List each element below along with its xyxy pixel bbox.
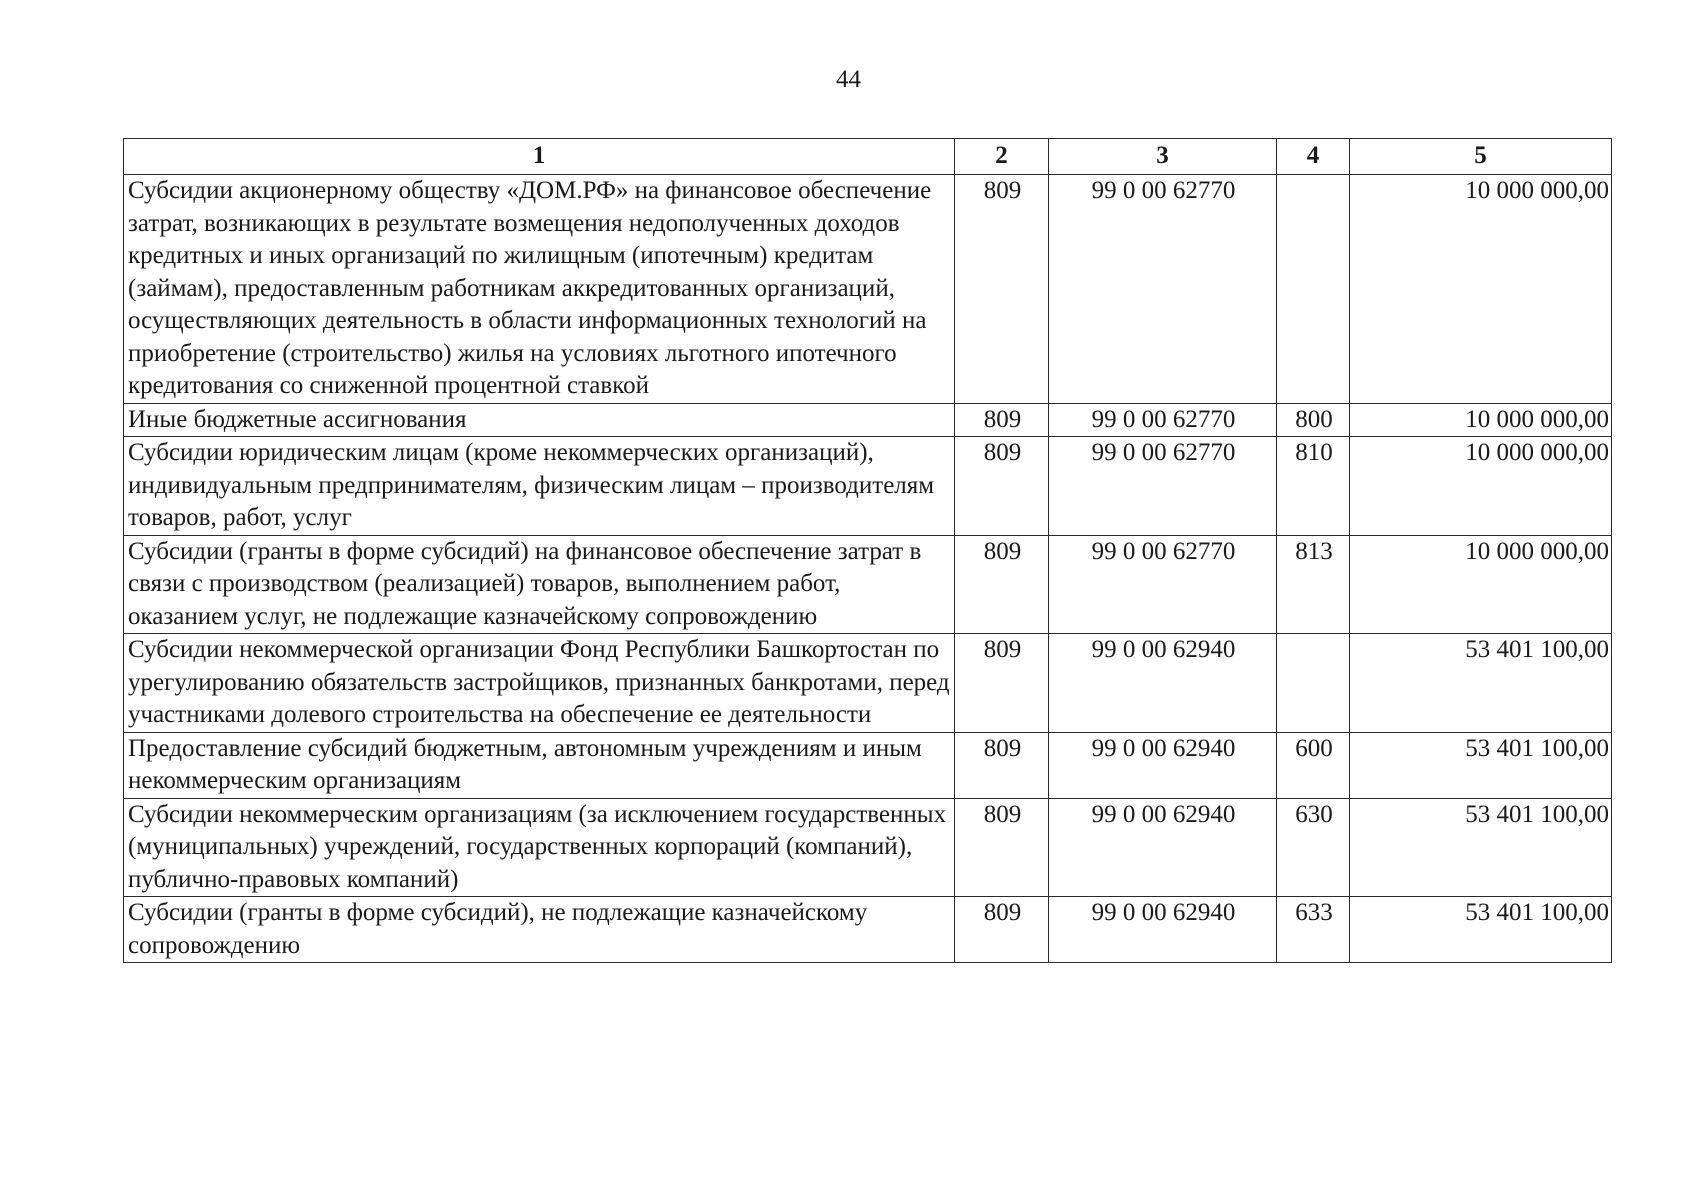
row-csr-cell: 99 0 00 62770 [1049,403,1277,437]
table-header-row [124,139,1612,175]
row-name-cell: Предоставление субсидий бюджетным, автономным учреждениям и иным некоммерческим организациям [124,732,955,798]
row-vr-cell: 630 [1277,798,1350,897]
row-ved-cell: 809 [955,437,1049,536]
column-header-2: 2 [955,139,1049,175]
row-amount-cell: 10 000 000,00 [1350,437,1612,536]
row-amount-cell: 10 000 000,00 [1350,175,1612,404]
row-csr-cell: 99 0 00 62940 [1049,732,1277,798]
table-row [124,798,1612,897]
row-amount-cell: 53 401 100,00 [1350,897,1612,963]
table-row [124,634,1612,733]
row-ved-cell: 809 [955,634,1049,733]
row-vr-cell [1277,175,1350,404]
row-ved-cell: 809 [955,732,1049,798]
row-vr-cell: 800 [1277,403,1350,437]
row-csr-cell: 99 0 00 62770 [1049,535,1277,634]
table-row [124,732,1612,798]
row-name-cell: Иные бюджетные ассигнования [124,403,955,437]
row-csr-cell: 99 0 00 62940 [1049,897,1277,963]
row-amount-cell: 10 000 000,00 [1350,535,1612,634]
row-name-cell: Субсидии (гранты в форме субсидий), не подлежащие казначейскому сопровождению [124,897,955,963]
row-ved-cell: 809 [955,403,1049,437]
column-header-5: 5 [1350,139,1612,175]
row-name-cell: Субсидии юридическим лицам (кроме некоммерческих организаций), индивидуальным предпринимателям, физическим лицам – производителям товаров, работ, услуг [124,437,955,536]
row-vr-cell [1277,634,1350,733]
table-row [124,175,1612,404]
column-header-3: 3 [1049,139,1277,175]
row-amount-cell: 53 401 100,00 [1350,634,1612,733]
row-amount-cell: 10 000 000,00 [1350,403,1612,437]
row-csr-cell: 99 0 00 62770 [1049,437,1277,536]
row-name-cell: Субсидии некоммерческим организациям (за исключением государственных (муниципальных) учреждений, государственных корпораций (компаний), публично-правовых компаний) [124,798,955,897]
row-vr-cell: 813 [1277,535,1350,634]
table-row [124,437,1612,536]
page-number: 44 [836,66,861,93]
column-header-1: 1 [124,139,955,175]
row-ved-cell: 809 [955,897,1049,963]
row-ved-cell: 809 [955,798,1049,897]
row-csr-cell: 99 0 00 62940 [1049,798,1277,897]
row-vr-cell: 600 [1277,732,1350,798]
budget-allocation-table [123,138,1612,963]
row-amount-cell: 53 401 100,00 [1350,798,1612,897]
column-header-4: 4 [1277,139,1350,175]
row-csr-cell: 99 0 00 62940 [1049,634,1277,733]
row-name-cell: Субсидии (гранты в форме субсидий) на финансовое обеспечение затрат в связи с производством (реализацией) товаров, выполнением работ, оказанием услуг, не подлежащие казначейскому сопровождению [124,535,955,634]
row-name-cell: Субсидии акционерному обществу «ДОМ.РФ» на финансовое обеспечение затрат, возникающих в результате возмещения недополученных доходов кредитных и иных организаций по жилищным (ипотечным) кредитам (займам), предоставленным работникам аккредитованных организаций, осуществляющих деятельность в области информационных технологий на приобретение (строительство) жилья на условиях льготного ипотечного кредитования со сниженной процентной ставкой [124,175,955,404]
row-csr-cell: 99 0 00 62770 [1049,175,1277,404]
row-ved-cell: 809 [955,535,1049,634]
table-row [124,535,1612,634]
row-ved-cell: 809 [955,175,1049,404]
row-amount-cell: 53 401 100,00 [1350,732,1612,798]
table-row [124,403,1612,437]
row-name-cell: Субсидии некоммерческой организации Фонд Республики Башкортостан по урегулированию обязательств застройщиков, признанных банкротами, перед участниками долевого строительства на обеспечение ее деятельности [124,634,955,733]
table-row [124,897,1612,963]
row-vr-cell: 810 [1277,437,1350,536]
row-vr-cell: 633 [1277,897,1350,963]
